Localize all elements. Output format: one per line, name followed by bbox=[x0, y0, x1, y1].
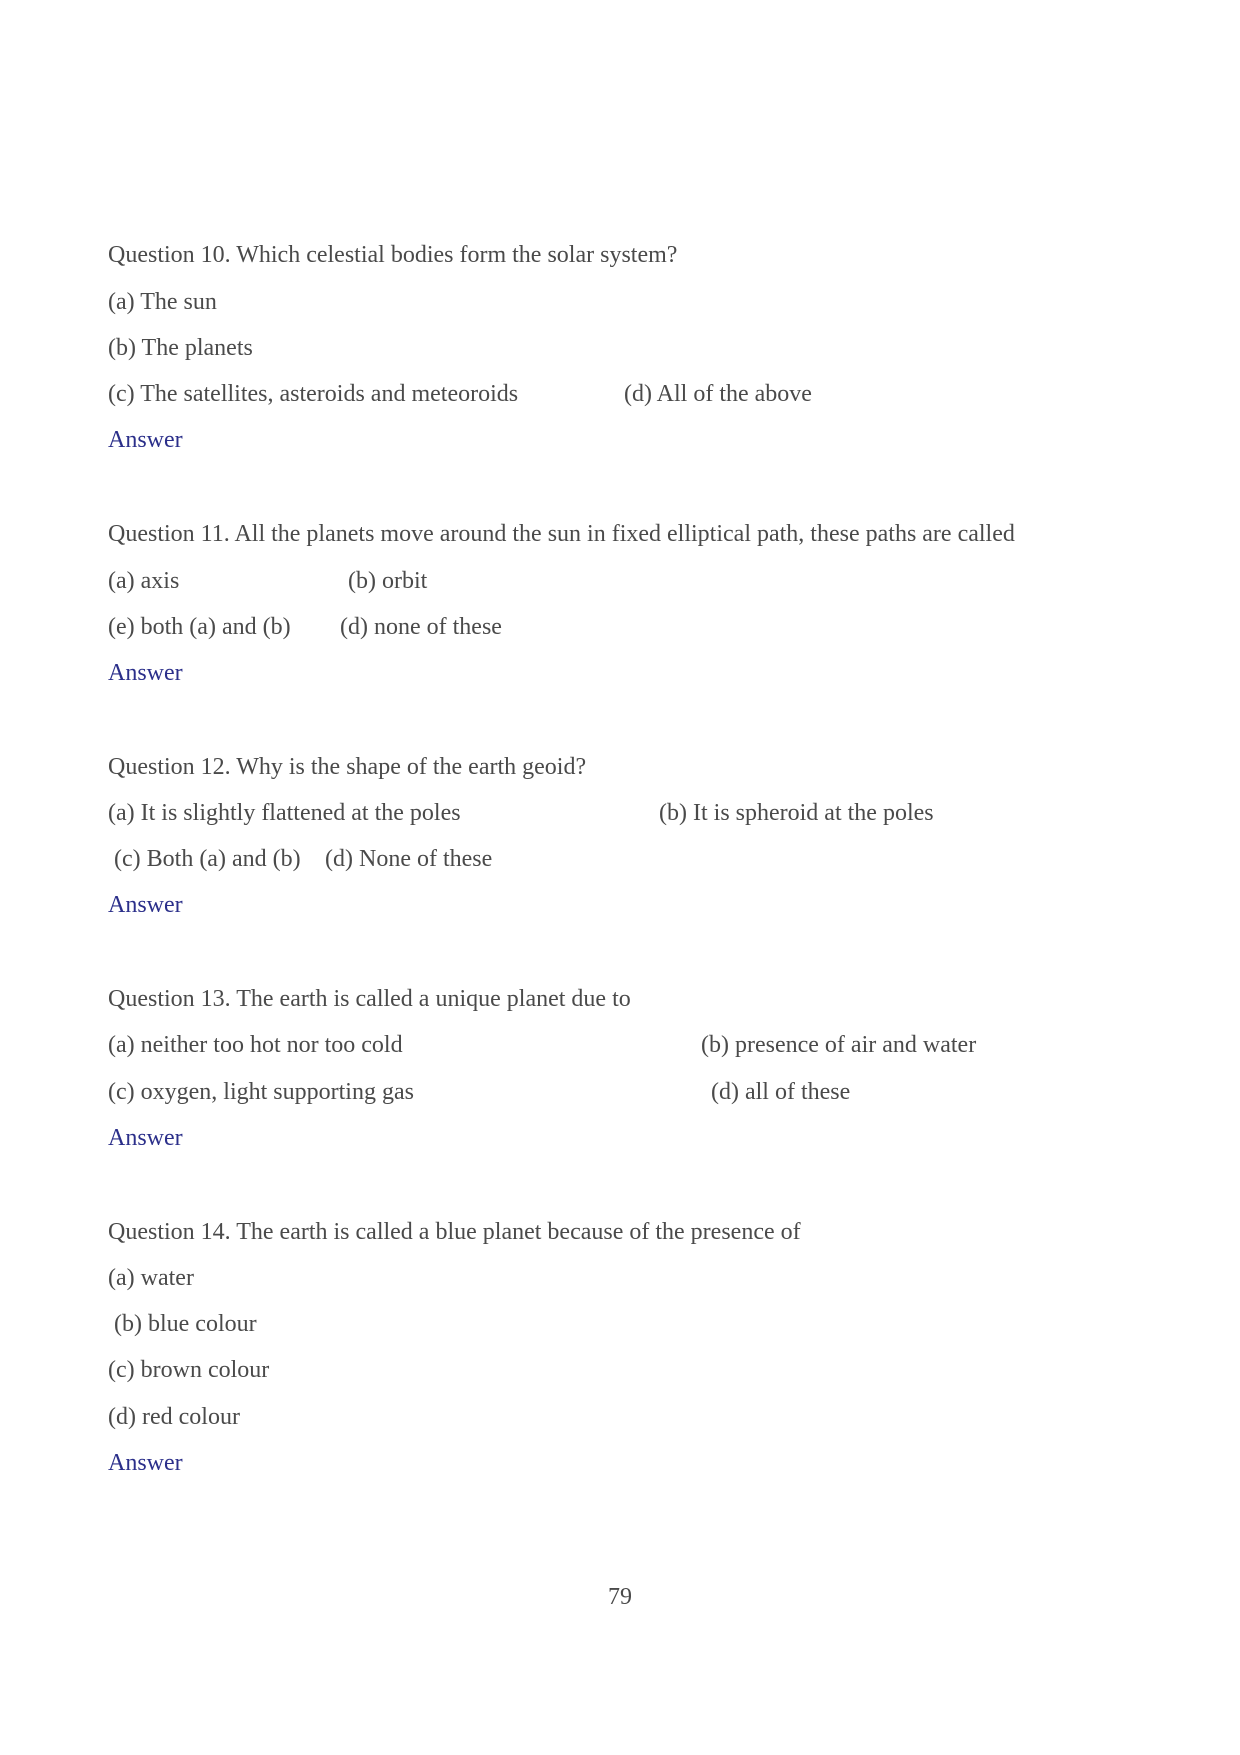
question-12-answer-link[interactable]: Answer bbox=[108, 892, 183, 918]
question-12-option-a: (a) It is slightly flattened at the poles bbox=[108, 800, 461, 826]
question-11-text: Question 11. All the planets move around the sun in fixed elliptical path, these paths are called bbox=[108, 521, 1015, 547]
question-10-option-d: (d) All of the above bbox=[624, 381, 812, 407]
question-14-option-b: (b) blue colour bbox=[114, 1311, 257, 1337]
question-14-answer-link[interactable]: Answer bbox=[108, 1450, 183, 1476]
question-13-option-c: (c) oxygen, light supporting gas bbox=[108, 1079, 414, 1105]
question-10-text: Question 10. Which celestial bodies form the solar system? bbox=[108, 242, 678, 268]
question-10-option-a: (a) The sun bbox=[108, 289, 217, 315]
question-13-option-a: (a) neither too hot nor too cold bbox=[108, 1032, 403, 1058]
question-14-option-a: (a) water bbox=[108, 1265, 194, 1291]
question-11-option-b: (b) orbit bbox=[348, 568, 428, 594]
question-13-text: Question 13. The earth is called a unique planet due to bbox=[108, 986, 631, 1012]
question-11-option-d: (d) none of these bbox=[340, 614, 502, 640]
question-14-option-c: (c) brown colour bbox=[108, 1357, 270, 1383]
question-13-option-d: (d) all of these bbox=[711, 1079, 851, 1105]
page-number: 79 bbox=[608, 1584, 632, 1610]
question-14-text: Question 14. The earth is called a blue planet because of the presence of bbox=[108, 1219, 801, 1245]
question-12-option-d: (d) None of these bbox=[325, 846, 493, 872]
question-12-option-c: (c) Both (a) and (b) bbox=[114, 846, 301, 872]
question-11-option-a: (a) axis bbox=[108, 568, 180, 594]
question-13-option-b: (b) presence of air and water bbox=[701, 1032, 977, 1058]
question-10-answer-link[interactable]: Answer bbox=[108, 427, 183, 453]
question-11-answer-link[interactable]: Answer bbox=[108, 660, 183, 686]
question-11-option-c: (e) both (a) and (b) bbox=[108, 614, 291, 640]
question-14-option-d: (d) red colour bbox=[108, 1404, 240, 1430]
question-12-option-b: (b) It is spheroid at the poles bbox=[659, 800, 934, 826]
question-13-answer-link[interactable]: Answer bbox=[108, 1125, 183, 1151]
question-12-text: Question 12. Why is the shape of the earth geoid? bbox=[108, 754, 587, 780]
question-10-option-b: (b) The planets bbox=[108, 335, 253, 361]
question-10-option-c: (c) The satellites, asteroids and meteoroids bbox=[108, 381, 519, 407]
